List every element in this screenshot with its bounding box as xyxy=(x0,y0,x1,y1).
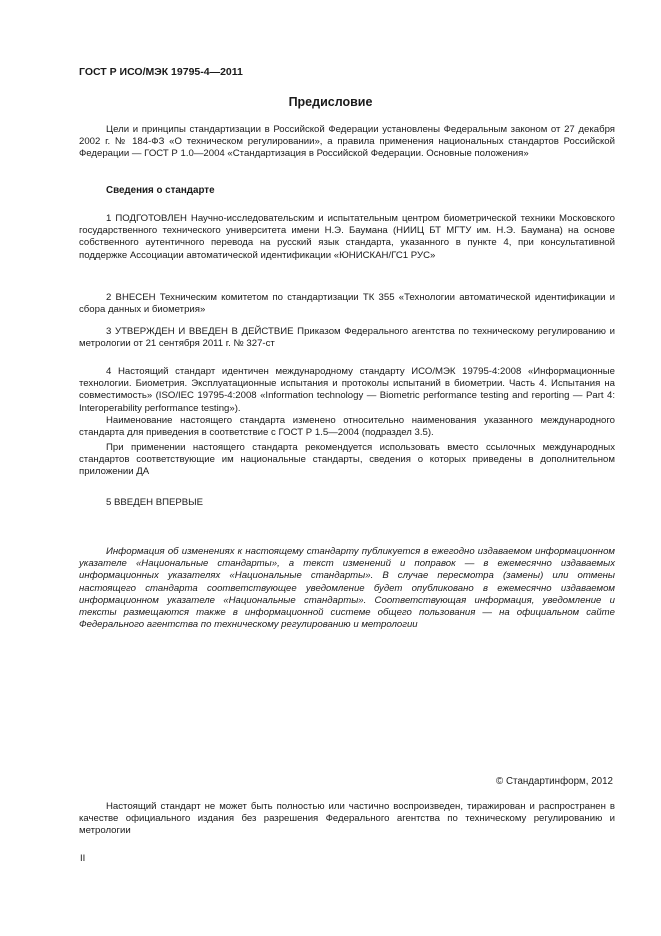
page-title: Предисловие xyxy=(288,95,373,109)
item-4-references: При применении настоящего стандарта рекомендуется использовать вместо ссылочных международных стандартов соответствующие им национальные стандарты, сведения о которых приведены в дополнительном приложении ДА xyxy=(79,442,615,478)
item-3-approved: 3 УТВЕРЖДЕН И ВВЕДЕН В ДЕЙСТВИЕ Приказом Федерального агентства по техническому регулированию и метрологии от 21 сентября 2011 г. № 327-ст xyxy=(79,326,615,350)
reproduction-notice: Настоящий стандарт не может быть полностью или частично воспроизведен, тиражирован и распространен в качестве официального издания без разрешения Федерального агентства по техническому регулированию и метрологии xyxy=(79,801,615,837)
document-code: ГОСТ Р ИСО/МЭК 19795-4—2011 xyxy=(79,66,243,78)
item-5-first-introduced: 5 ВВЕДЕН ВПЕРВЫЕ xyxy=(106,497,204,508)
item-4-identical: 4 Настоящий стандарт идентичен международному стандарту ИСО/МЭК 19795-4:2008 «Информационные технологии. Биометрия. Эксплуатационные испытания и протоколы испытаний в биометрии. Часть 4. Испытания на совместимость» (ISO/IEC 19795-4:2008 «Information technology — Biometric performance testing and reporting — Part 4: Interoperability performance testing»). xyxy=(79,366,615,414)
item-4-name-change: Наименование настоящего стандарта изменено относительно наименования указанного международного стандарта для приведения в соответствие с ГОСТ Р 1.5—2004 (подраздел 3.5). xyxy=(79,415,615,439)
changes-notice: Информация об изменениях к настоящему стандарту публикуется в ежегодно издаваемом информационном указателе «Национальные стандарты», а текст изменений и поправок — в ежемесячно издаваемых информационных указателях «Национальные стандарты». В случае пересмотра (замены) или отмены настоящего стандарта соответствующее уведомление будет опубликовано в ежемесячно издаваемом информационном указателе «Национальные стандарты». Соответствующая информация, уведомление и тексты размещаются также в информационной системе общего пользования — на официальном сайте Федерального агентства по техническому регулированию и метрологии xyxy=(79,546,615,631)
item-1-prepared: 1 ПОДГОТОВЛЕН Научно-исследовательским и испытательным центром биометрической техники Московского государственного технического университета имени Н.Э. Баумана (НИИЦ БТ МГТУ им. Н.Э. Баумана) на основе собственного аутентичного перевода на русский язык стандарта, указанного в пункте 4, при консультативной поддержке Ассоциации автоматической идентификации «ЮНИСКАН/ГС1 РУС» xyxy=(79,213,615,261)
copyright: © Стандартинформ, 2012 xyxy=(496,776,613,787)
section-heading: Сведения о стандарте xyxy=(106,185,215,196)
item-2-introduced: 2 ВНЕСЕН Техническим комитетом по стандартизации ТК 355 «Технологии автоматической идентификации и сбора данных и биометрия» xyxy=(79,292,615,316)
page-number: II xyxy=(80,853,86,864)
intro-paragraph: Цели и принципы стандартизации в Российской Федерации установлены Федеральным законом от 27 декабря 2002 г. № 184-ФЗ «О техническом регулировании», а правила применения национальных стандартов Российской Федерации — ГОСТ Р 1.0—2004 «Стандартизация в Российской Федерации. Основные положения» xyxy=(79,124,615,160)
